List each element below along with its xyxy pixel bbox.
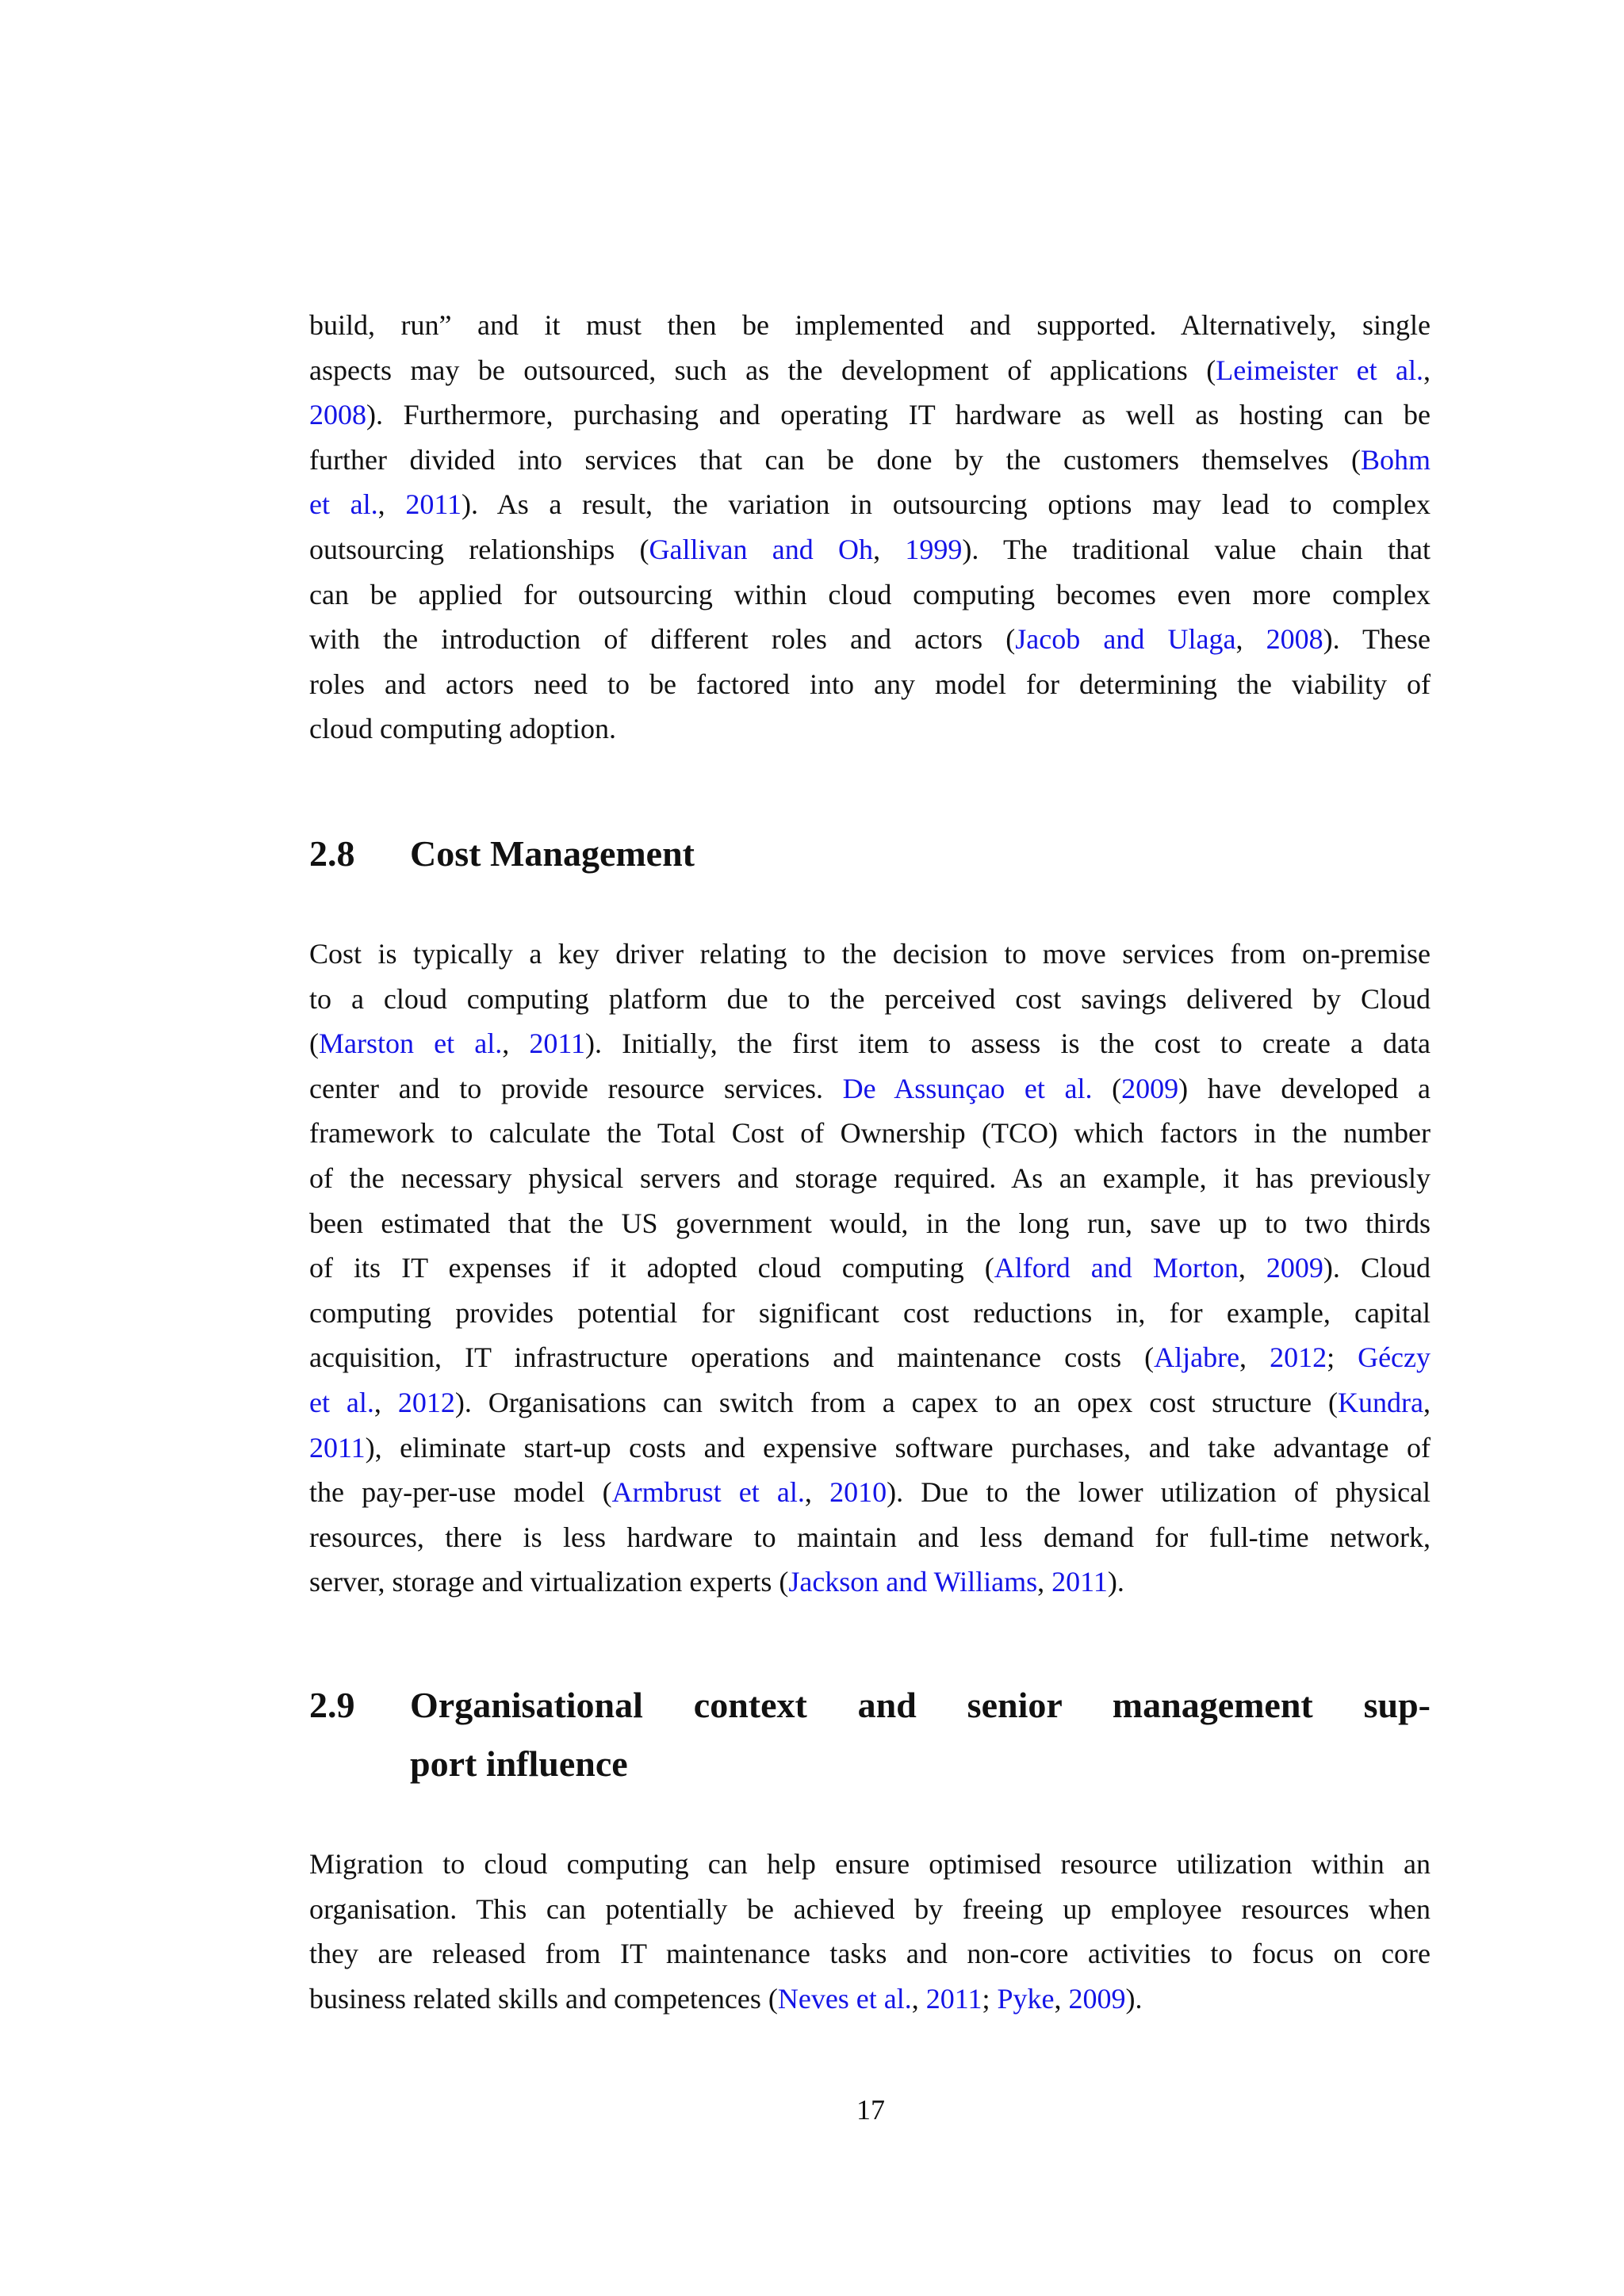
text-line xyxy=(309,482,1431,527)
text-segment: ). As a result, the variation in outsourcing options may lead to complex xyxy=(462,488,1431,521)
text-segment: , xyxy=(1238,1252,1266,1284)
paragraph-organisational-context xyxy=(309,1842,1431,2021)
citation-link[interactable]: 2011 xyxy=(925,1982,982,2015)
text-segment: further divided into services that can be done by the customers themselves ( xyxy=(309,443,1361,476)
citation-link[interactable]: Marston et al. xyxy=(319,1027,503,1060)
citation-link[interactable]: 2009 xyxy=(1068,1982,1126,2015)
citation-link[interactable]: Bohm xyxy=(1360,443,1431,476)
text-segment: resources, there is less hardware to maintain and less demand for full-time network, xyxy=(309,1521,1431,1553)
text-segment: , xyxy=(1235,623,1266,656)
text-segment: ). Initially, the first item to assess is the cost to create a data xyxy=(585,1027,1431,1060)
text-line xyxy=(309,1887,1431,1932)
text-segment: with the introduction of different roles and actors ( xyxy=(309,623,1016,656)
citation-link[interactable]: 2012 xyxy=(397,1386,455,1418)
section-title-line: Organisational context and senior management sup- xyxy=(410,1685,1431,1725)
text-line xyxy=(309,1201,1431,1246)
text-segment: , xyxy=(804,1476,830,1509)
text-segment: of the necessary physical servers and storage required. As an example, it has previously xyxy=(309,1161,1431,1194)
text-line xyxy=(309,303,1431,348)
text-segment: can be applied for outsourcing within cloud computing becomes even more complex xyxy=(309,578,1431,610)
citation-link[interactable]: 2011 xyxy=(309,1431,366,1464)
text-segment: framework to calculate the Total Cost of Ownership (TCO) which factors in the number xyxy=(309,1117,1431,1150)
text-segment: ; xyxy=(982,1982,998,2015)
text-segment: ). Due to the lower utilization of physical xyxy=(887,1476,1431,1509)
citation-link[interactable]: Pyke xyxy=(997,1982,1055,2015)
text-line xyxy=(309,392,1431,438)
text-segment: ). Cloud xyxy=(1323,1252,1431,1284)
text-line xyxy=(309,572,1431,618)
text-line xyxy=(309,1111,1431,1156)
text-segment: acquisition, IT infrastructure operations and maintenance costs ( xyxy=(309,1341,1155,1374)
text-segment: aspects may be outsourced, such as the development of applications ( xyxy=(309,354,1216,386)
text-line xyxy=(309,932,1431,977)
text-line xyxy=(309,1842,1431,1887)
paragraph-outsourcing xyxy=(309,303,1431,752)
text-line xyxy=(309,1470,1431,1515)
citation-link[interactable]: Géczy xyxy=(1358,1341,1431,1374)
text-line xyxy=(309,1931,1431,1976)
text-segment: to a cloud computing platform due to the perceived cost savings delivered by Cloud xyxy=(309,982,1431,1015)
page-number: 17 xyxy=(856,2094,885,2126)
text-line xyxy=(309,977,1431,1022)
citation-link[interactable]: et al. xyxy=(309,488,378,521)
citation-link[interactable]: Alford and Morton xyxy=(994,1252,1239,1284)
text-segment: , xyxy=(502,1027,530,1060)
section-number: 2.9 xyxy=(309,1685,355,1725)
text-line xyxy=(309,1559,1431,1605)
citation-link[interactable]: 2011 xyxy=(405,488,462,521)
citation-link[interactable]: Jacob and Ulaga xyxy=(1015,623,1236,656)
citation-link[interactable]: Armbrust et al. xyxy=(611,1476,805,1509)
text-segment: ; xyxy=(1327,1341,1358,1374)
citation-link[interactable]: Neves et al. xyxy=(777,1982,912,2015)
text-segment: ). Furthermore, purchasing and operating IT hardware as well as hosting can be xyxy=(366,399,1431,431)
text-segment: , xyxy=(1423,354,1431,386)
text-line xyxy=(309,617,1431,662)
text-line xyxy=(309,527,1431,572)
text-segment: they are released from IT maintenance tasks and non-core activities to focus on core xyxy=(309,1938,1431,1970)
citation-link[interactable]: Jackson and Williams xyxy=(788,1566,1038,1598)
text-line xyxy=(309,1021,1431,1066)
text-line xyxy=(309,1976,1431,2022)
text-segment: been estimated that the US government would, in the long run, save up to two thirds xyxy=(309,1207,1431,1239)
citation-link[interactable]: 2011 xyxy=(1051,1566,1108,1598)
text-line xyxy=(309,1246,1431,1291)
text-segment: , xyxy=(377,488,406,521)
text-line xyxy=(309,348,1431,393)
text-line xyxy=(309,706,1431,752)
text-segment: ). xyxy=(1107,1566,1124,1598)
text-segment: , xyxy=(1037,1566,1052,1598)
citation-link[interactable]: 2012 xyxy=(1270,1341,1327,1374)
citation-link[interactable]: 1999 xyxy=(905,533,963,565)
text-segment: Cost is typically a key driver relating to the decision to move services from on-premise xyxy=(309,938,1431,970)
text-segment: ). Organisations can switch from a capex to an opex cost structure ( xyxy=(454,1386,1339,1418)
citation-link[interactable]: 2008 xyxy=(309,399,366,431)
text-segment: business related skills and competences ( xyxy=(309,1982,778,2015)
text-segment: organisation. This can potentially be achieved by freeing up employee resources when xyxy=(309,1892,1431,1925)
text-segment: ) have developed a xyxy=(1178,1072,1431,1104)
text-segment: , xyxy=(873,533,906,565)
text-line xyxy=(309,438,1431,483)
text-segment: ), eliminate start-up costs and expensive software purchases, and take advantage of xyxy=(365,1431,1431,1464)
text-segment: , xyxy=(373,1386,398,1418)
text-segment: Migration to cloud computing can help ensure optimised resource utilization within an xyxy=(309,1848,1431,1880)
text-segment: ). xyxy=(1125,1982,1143,2015)
text-segment: computing provides potential for significant cost reductions in, for example, capital xyxy=(309,1296,1431,1329)
citation-link[interactable]: Leimeister et al. xyxy=(1216,354,1423,386)
text-segment: server, storage and virtualization experts ( xyxy=(309,1566,789,1598)
section-number: 2.8 xyxy=(309,833,355,874)
text-segment: roles and actors need to be factored into any model for determining the viability of xyxy=(309,668,1431,700)
text-segment: , xyxy=(1423,1386,1431,1418)
text-line xyxy=(309,1380,1431,1425)
text-segment: center and to provide resource services. xyxy=(309,1072,843,1104)
citation-link[interactable]: 2011 xyxy=(529,1027,585,1060)
text-line xyxy=(309,1335,1431,1380)
text-line xyxy=(309,1066,1431,1112)
text-line xyxy=(309,1291,1431,1336)
text-segment: ( xyxy=(309,1027,319,1060)
text-segment: ). The traditional value chain that xyxy=(962,533,1431,565)
paragraph-cost-management xyxy=(309,932,1431,1605)
citation-link[interactable]: Gallivan and Oh xyxy=(649,533,874,565)
text-segment: the pay-per-use model ( xyxy=(309,1476,612,1509)
text-segment: ( xyxy=(1092,1072,1122,1104)
citation-link[interactable]: et al. xyxy=(309,1386,374,1418)
text-segment: of its IT expenses if it adopted cloud computing ( xyxy=(309,1252,994,1284)
text-segment: outsourcing relationships ( xyxy=(309,533,649,565)
text-line xyxy=(309,1425,1431,1471)
text-line xyxy=(309,662,1431,707)
text-line xyxy=(309,1515,1431,1560)
citation-link[interactable]: 2008 xyxy=(1266,623,1323,656)
text-segment: ). These xyxy=(1323,623,1431,656)
citation-link[interactable]: 2009 xyxy=(1121,1072,1179,1104)
text-line xyxy=(309,1156,1431,1201)
citation-link[interactable]: 2009 xyxy=(1266,1252,1323,1284)
citation-link[interactable]: 2010 xyxy=(829,1476,887,1509)
section-title: Cost Management xyxy=(410,833,695,874)
text-segment: , xyxy=(1054,1982,1069,2015)
text-segment: , xyxy=(1239,1341,1270,1374)
citation-link[interactable]: Kundra xyxy=(1338,1386,1424,1418)
text-segment: cloud computing adoption. xyxy=(309,713,616,745)
text-segment: build, run” and it must then be implemented and supported. Alternatively, single xyxy=(309,309,1431,341)
section-title-line: port influence xyxy=(410,1743,628,1784)
citation-link[interactable]: De Assunçao et al. xyxy=(842,1072,1093,1104)
citation-link[interactable]: Aljabre xyxy=(1154,1341,1240,1374)
text-segment: , xyxy=(911,1982,926,2015)
